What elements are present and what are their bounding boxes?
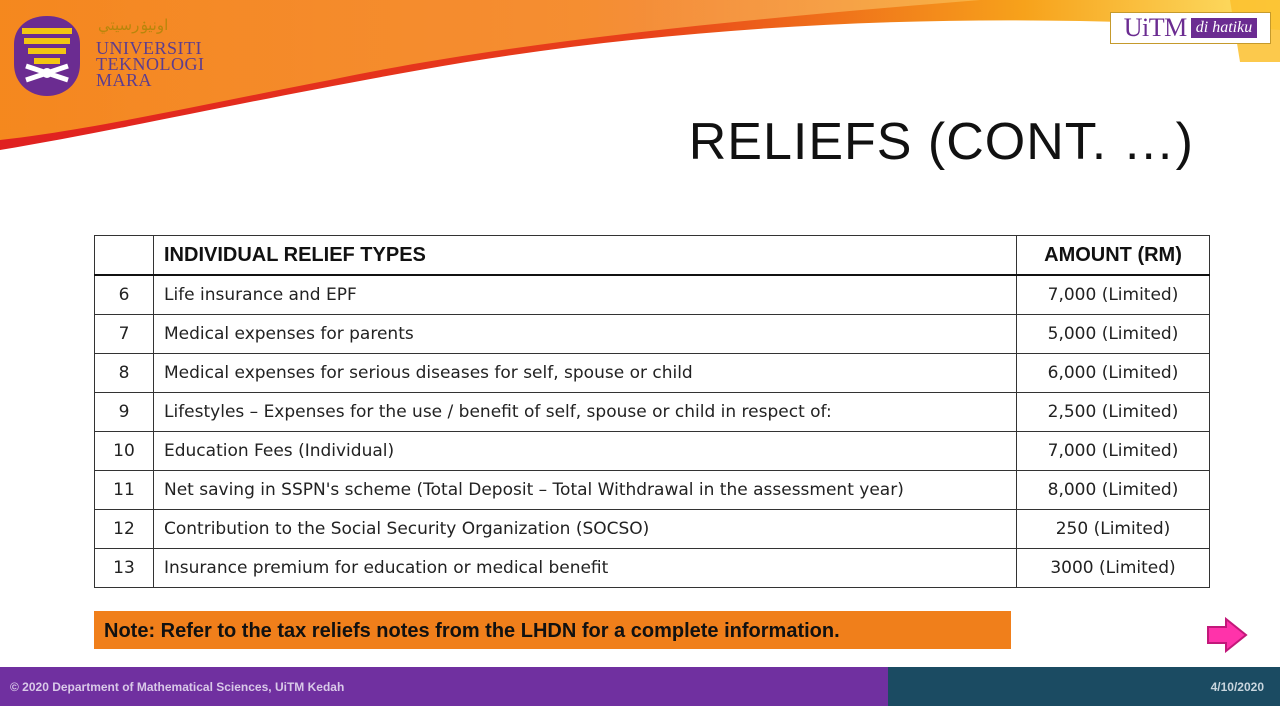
footer-date: 4/10/2020 xyxy=(888,667,1280,706)
row-amount: 6,000 (Limited) xyxy=(1017,354,1210,393)
slide-title: RELIEFS (CONT. …) xyxy=(688,113,1194,171)
header-no xyxy=(95,236,154,276)
table-row xyxy=(95,315,1210,354)
logo-wordmark: UNIVERSITI TEKNOLOGI MARA xyxy=(96,38,205,90)
header-amount: AMOUNT (RM) xyxy=(1017,236,1210,276)
table-row xyxy=(95,393,1210,432)
university-crest-icon xyxy=(12,14,82,98)
row-relief-type: Contribution to the Social Security Organization (SOCSO) xyxy=(154,510,1017,549)
table-row xyxy=(95,471,1210,510)
table-row xyxy=(95,510,1210,549)
row-relief-type: Medical expenses for parents xyxy=(154,315,1017,354)
row-amount: 7,000 (Limited) xyxy=(1017,432,1210,471)
brand-tagline: di hatiku xyxy=(1191,18,1257,38)
row-relief-type: Insurance premium for education or medical benefit xyxy=(154,549,1017,588)
row-no: 11 xyxy=(95,471,154,510)
note-banner: Note: Refer to the tax reliefs notes from the LHDN for a complete information. xyxy=(94,611,1011,649)
university-logo xyxy=(12,14,222,100)
table-row xyxy=(95,354,1210,393)
row-relief-type: Lifestyles – Expenses for the use / benefit of self, spouse or child in respect of: xyxy=(154,393,1017,432)
row-no: 6 xyxy=(95,275,154,315)
row-no: 12 xyxy=(95,510,154,549)
row-no: 13 xyxy=(95,549,154,588)
row-no: 8 xyxy=(95,354,154,393)
relief-table xyxy=(94,235,1210,588)
row-no: 9 xyxy=(95,393,154,432)
row-amount: 5,000 (Limited) xyxy=(1017,315,1210,354)
table-row xyxy=(95,432,1210,471)
row-amount: 7,000 (Limited) xyxy=(1017,275,1210,315)
logo-jawi-script: اونيۏرسيتي xyxy=(98,16,169,34)
uitm-di-hatiku-logo xyxy=(1110,12,1271,44)
brand-uitm: UiTM xyxy=(1123,13,1187,42)
row-no: 10 xyxy=(95,432,154,471)
table-row xyxy=(95,275,1210,315)
row-amount: 250 (Limited) xyxy=(1017,510,1210,549)
header-relief-types: INDIVIDUAL RELIEF TYPES xyxy=(154,236,1017,276)
table-header-row xyxy=(95,236,1210,276)
row-relief-type: Net saving in SSPN's scheme (Total Deposit – Total Withdrawal in the assessment year) xyxy=(154,471,1017,510)
row-amount: 2,500 (Limited) xyxy=(1017,393,1210,432)
row-relief-type: Medical expenses for serious diseases for self, spouse or child xyxy=(154,354,1017,393)
arrow-right-icon[interactable] xyxy=(1206,617,1248,653)
row-no: 7 xyxy=(95,315,154,354)
row-relief-type: Life insurance and EPF xyxy=(154,275,1017,315)
footer-copyright: © 2020 Department of Mathematical Sciences, UiTM Kedah xyxy=(0,667,888,706)
table-row xyxy=(95,549,1210,588)
row-amount: 8,000 (Limited) xyxy=(1017,471,1210,510)
row-amount: 3000 (Limited) xyxy=(1017,549,1210,588)
row-relief-type: Education Fees (Individual) xyxy=(154,432,1017,471)
